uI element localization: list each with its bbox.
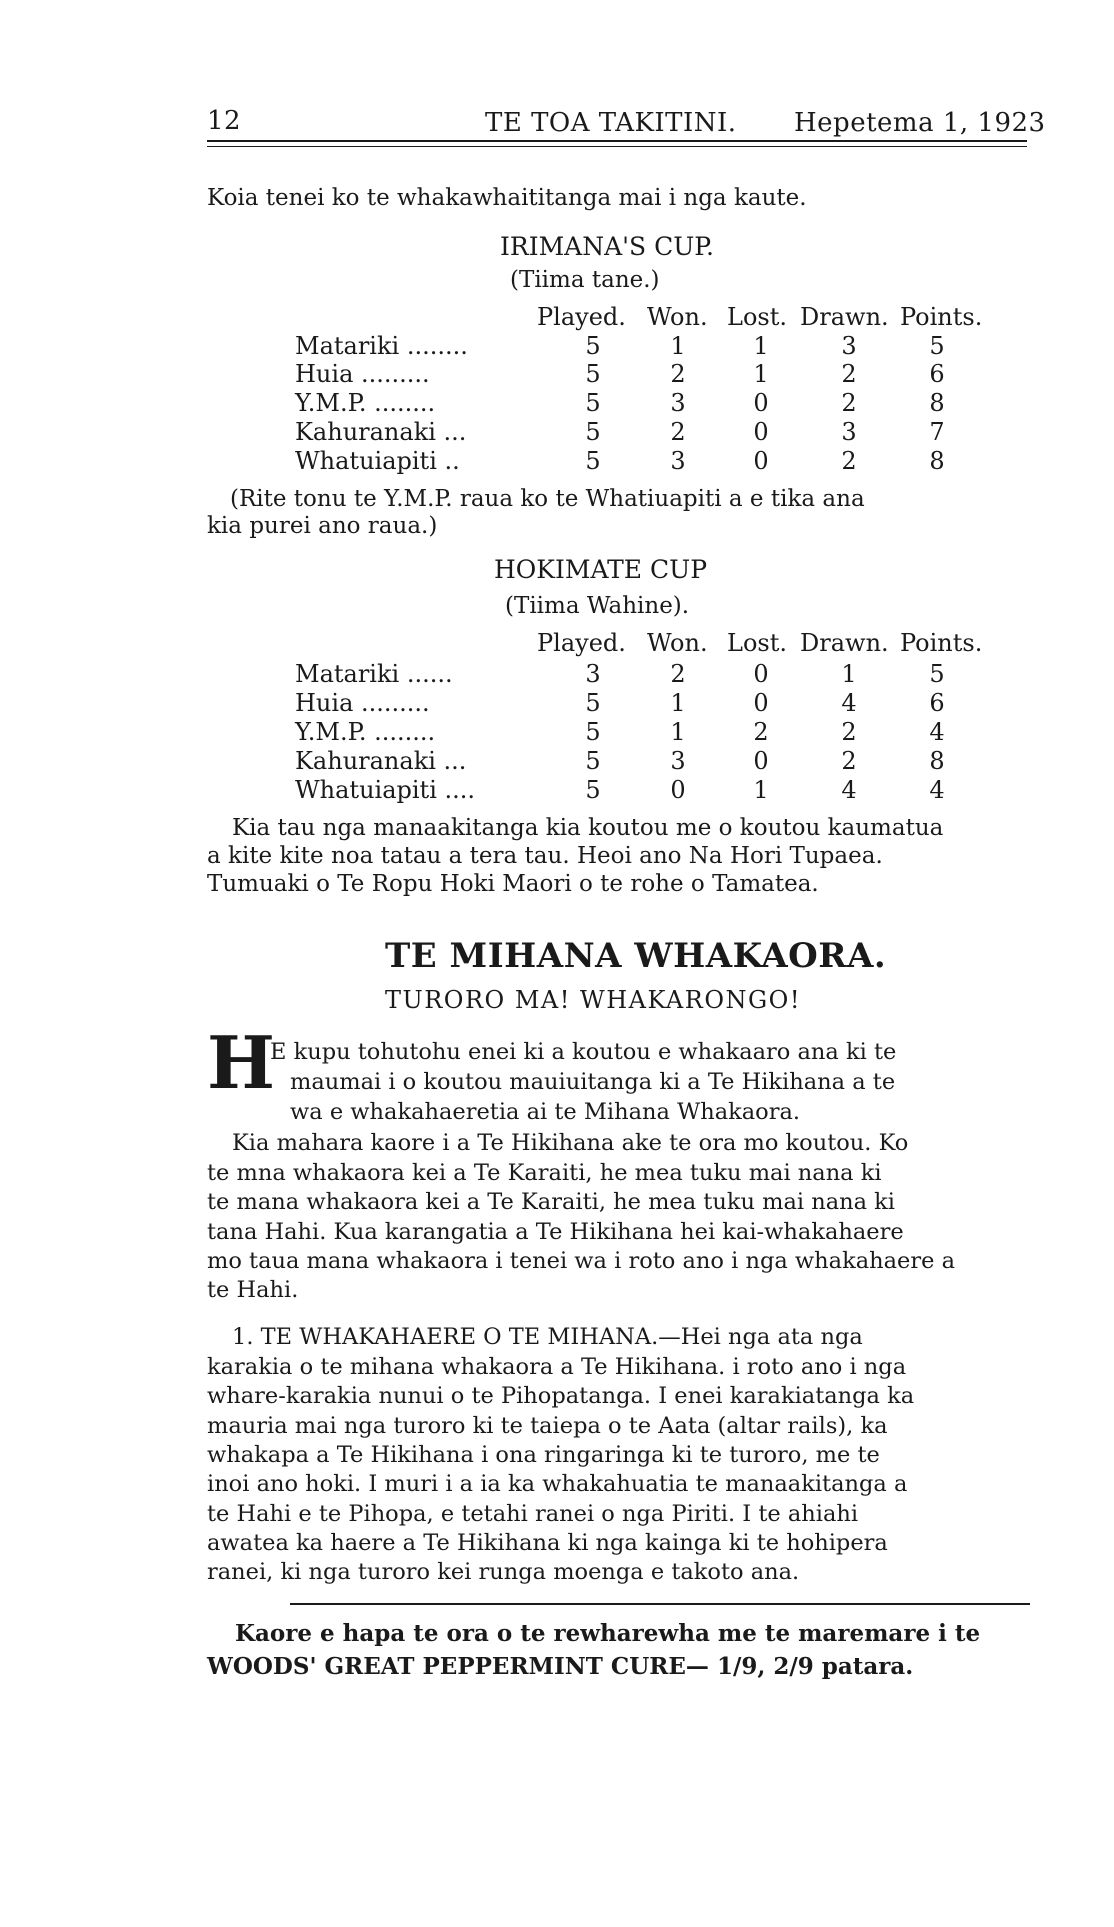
p2-line6: te Hahi. [207, 1277, 299, 1303]
points-value: 8 [929, 447, 945, 475]
col-won: Won. [647, 629, 708, 657]
lost-value: 0 [753, 689, 769, 717]
p3-line8: awatea ka haere a Te Hikihana ki nga kainga ki te hohipera [207, 1530, 888, 1556]
lost-value: 0 [753, 389, 769, 417]
p3-line4: mauria mai nga turoro ki te taiepa o te Aata (altar rails), ka [207, 1413, 888, 1439]
advert-line1: Kaore e hapa te ora o te rewharewha me te maremare i te [235, 1620, 981, 1647]
col-drawn: Drawn. [800, 303, 889, 331]
p3-line1: 1. TE WHAKAHAERE O TE MIHANA.—Hei nga ata nga [232, 1324, 863, 1350]
won-value: 2 [670, 360, 686, 388]
played-value: 5 [585, 389, 601, 417]
drawn-value: 1 [841, 660, 857, 688]
team-name: Whatuiapiti .. [295, 447, 460, 475]
team-name: Y.M.P. ........ [295, 389, 436, 417]
points-value: 8 [929, 389, 945, 417]
team-name: Whatuiapiti .... [295, 776, 476, 804]
won-value: 3 [670, 747, 686, 775]
p1-line3: wa e whakahaeretia ai te Mihana Whakaora. [290, 1099, 801, 1125]
team-name: Matariki ........ [295, 332, 468, 360]
col-won: Won. [647, 303, 708, 331]
team-name: Huia ......... [295, 360, 430, 388]
drawn-value: 3 [841, 418, 857, 446]
won-value: 0 [670, 776, 686, 804]
team-name: Kahuranaki ... [295, 418, 467, 446]
table-row [0, 389, 1114, 417]
hokimate-table-header [0, 629, 1114, 657]
page-number: 12 [207, 106, 242, 136]
col-drawn: Drawn. [800, 629, 889, 657]
p2-line5: mo taua mana whakaora i tenei wa i roto ano i nga whakahaere a [207, 1248, 955, 1274]
played-value: 5 [585, 332, 601, 360]
won-value: 3 [670, 447, 686, 475]
team-name: Kahuranaki ... [295, 747, 467, 775]
advert-line2: WOODS' GREAT PEPPERMINT CURE— 1/9, 2/9 patara. [207, 1653, 914, 1680]
p1-line2: maumai i o koutou mauiuitanga ki a Te Hikihana a te [290, 1069, 896, 1095]
p3-line2: karakia o te mihana whakaora a Te Hikihana. i roto ano i nga [207, 1354, 907, 1380]
p3-line7: te Hahi e te Pihopa, e tetahi ranei o nga Piriti. I te ahiahi [207, 1501, 859, 1527]
points-value: 5 [929, 660, 945, 688]
played-value: 5 [585, 776, 601, 804]
col-played: Played. [537, 303, 626, 331]
closing-line3: Tumuaki o Te Ropu Hoki Maori o te rohe o Tamatea. [207, 871, 819, 897]
drawn-value: 4 [841, 689, 857, 717]
p2-line4: tana Hahi. Kua karangatia a Te Hikihana hei kai-whakahaere [207, 1219, 904, 1245]
played-value: 5 [585, 718, 601, 746]
drawn-value: 2 [841, 360, 857, 388]
table-row [0, 360, 1114, 388]
lost-value: 0 [753, 418, 769, 446]
played-value: 5 [585, 447, 601, 475]
p3-line3: whare-karakia nunui o te Pihopatanga. I enei karakiatanga ka [207, 1383, 915, 1409]
irimana-cup-subtitle: (Tiima tane.) [510, 267, 660, 293]
points-value: 4 [929, 718, 945, 746]
team-name: Y.M.P. ........ [295, 718, 436, 746]
drawn-value: 2 [841, 747, 857, 775]
p3-line9: ranei, ki nga turoro kei runga moenga e takoto ana. [207, 1559, 800, 1585]
issue-date: Hepetema 1, 1923 [794, 108, 1046, 138]
table-row [0, 447, 1114, 475]
p2-line1: Kia mahara kaore i a Te Hikihana ake te ora mo koutou. Ko [232, 1130, 909, 1156]
drawn-value: 4 [841, 776, 857, 804]
points-value: 8 [929, 747, 945, 775]
drawn-value: 2 [841, 447, 857, 475]
p1-line1: E kupu tohutohu enei ki a koutou e whakaaro ana ki te [270, 1039, 897, 1065]
won-value: 2 [670, 418, 686, 446]
hokimate-cup-subtitle: (Tiima Wahine). [505, 593, 690, 619]
p2-line3: te mana whakaora kei a Te Karaiti, he mea tuku mai nana ki [207, 1189, 895, 1215]
table-row [0, 689, 1114, 717]
won-value: 3 [670, 389, 686, 417]
col-lost: Lost. [727, 629, 787, 657]
col-points: Points. [900, 629, 983, 657]
intro-line: Koia tenei ko te whakawhaititanga mai i nga kaute. [207, 185, 807, 211]
publication-title: TE TOA TAKITINI. [485, 108, 737, 138]
points-value: 5 [929, 332, 945, 360]
played-value: 3 [585, 660, 601, 688]
won-value: 2 [670, 660, 686, 688]
col-lost: Lost. [727, 303, 787, 331]
header-rule [207, 140, 1027, 142]
drawn-value: 2 [841, 389, 857, 417]
irimana-note-line2: kia purei ano raua.) [207, 513, 438, 539]
lost-value: 1 [753, 776, 769, 804]
p3-line5: whakapa a Te Hikihana i ona ringaringa ki te turoro, me te [207, 1442, 880, 1468]
played-value: 5 [585, 418, 601, 446]
table-row [0, 776, 1114, 804]
hokimate-cup-title: HOKIMATE CUP [494, 555, 708, 584]
closing-line1: Kia tau nga manaakitanga kia koutou me o koutou kaumatua [232, 815, 944, 841]
advert-rule [290, 1603, 1030, 1605]
won-value: 1 [670, 689, 686, 717]
p3-line6: inoi ano hoki. I muri i a ia ka whakahuatia te manaakitanga a [207, 1471, 908, 1497]
table-row [0, 718, 1114, 746]
lost-value: 1 [753, 332, 769, 360]
lost-value: 0 [753, 447, 769, 475]
table-row [0, 660, 1114, 688]
points-value: 6 [929, 689, 945, 717]
col-points: Points. [900, 303, 983, 331]
article-title: TE MIHANA WHAKAORA. [385, 936, 887, 976]
won-value: 1 [670, 718, 686, 746]
irimana-table-header [0, 303, 1114, 331]
team-name: Huia ......... [295, 689, 430, 717]
played-value: 5 [585, 747, 601, 775]
lost-value: 2 [753, 718, 769, 746]
table-row [0, 418, 1114, 446]
points-value: 7 [929, 418, 945, 446]
lost-value: 1 [753, 360, 769, 388]
points-value: 6 [929, 360, 945, 388]
points-value: 4 [929, 776, 945, 804]
won-value: 1 [670, 332, 686, 360]
drawn-value: 3 [841, 332, 857, 360]
table-row [0, 332, 1114, 360]
played-value: 5 [585, 689, 601, 717]
article-subtitle: TURORO MA! WHAKARONGO! [385, 986, 801, 1014]
p2-line2: te mna whakaora kei a Te Karaiti, he mea tuku mai nana ki [207, 1160, 882, 1186]
irimana-note-line1: (Rite tonu te Y.M.P. raua ko te Whatiuapiti a e tika ana [230, 486, 865, 512]
drop-cap: H [207, 1020, 276, 1105]
lost-value: 0 [753, 747, 769, 775]
irimana-cup-title: IRIMANA'S CUP. [500, 232, 715, 261]
table-row [0, 747, 1114, 775]
lost-value: 0 [753, 660, 769, 688]
header-rule-thin [207, 146, 1027, 147]
col-played: Played. [537, 629, 626, 657]
played-value: 5 [585, 360, 601, 388]
drawn-value: 2 [841, 718, 857, 746]
team-name: Matariki ...... [295, 660, 453, 688]
closing-line2: a kite kite noa tatau a tera tau. Heoi ano Na Hori Tupaea. [207, 843, 883, 869]
